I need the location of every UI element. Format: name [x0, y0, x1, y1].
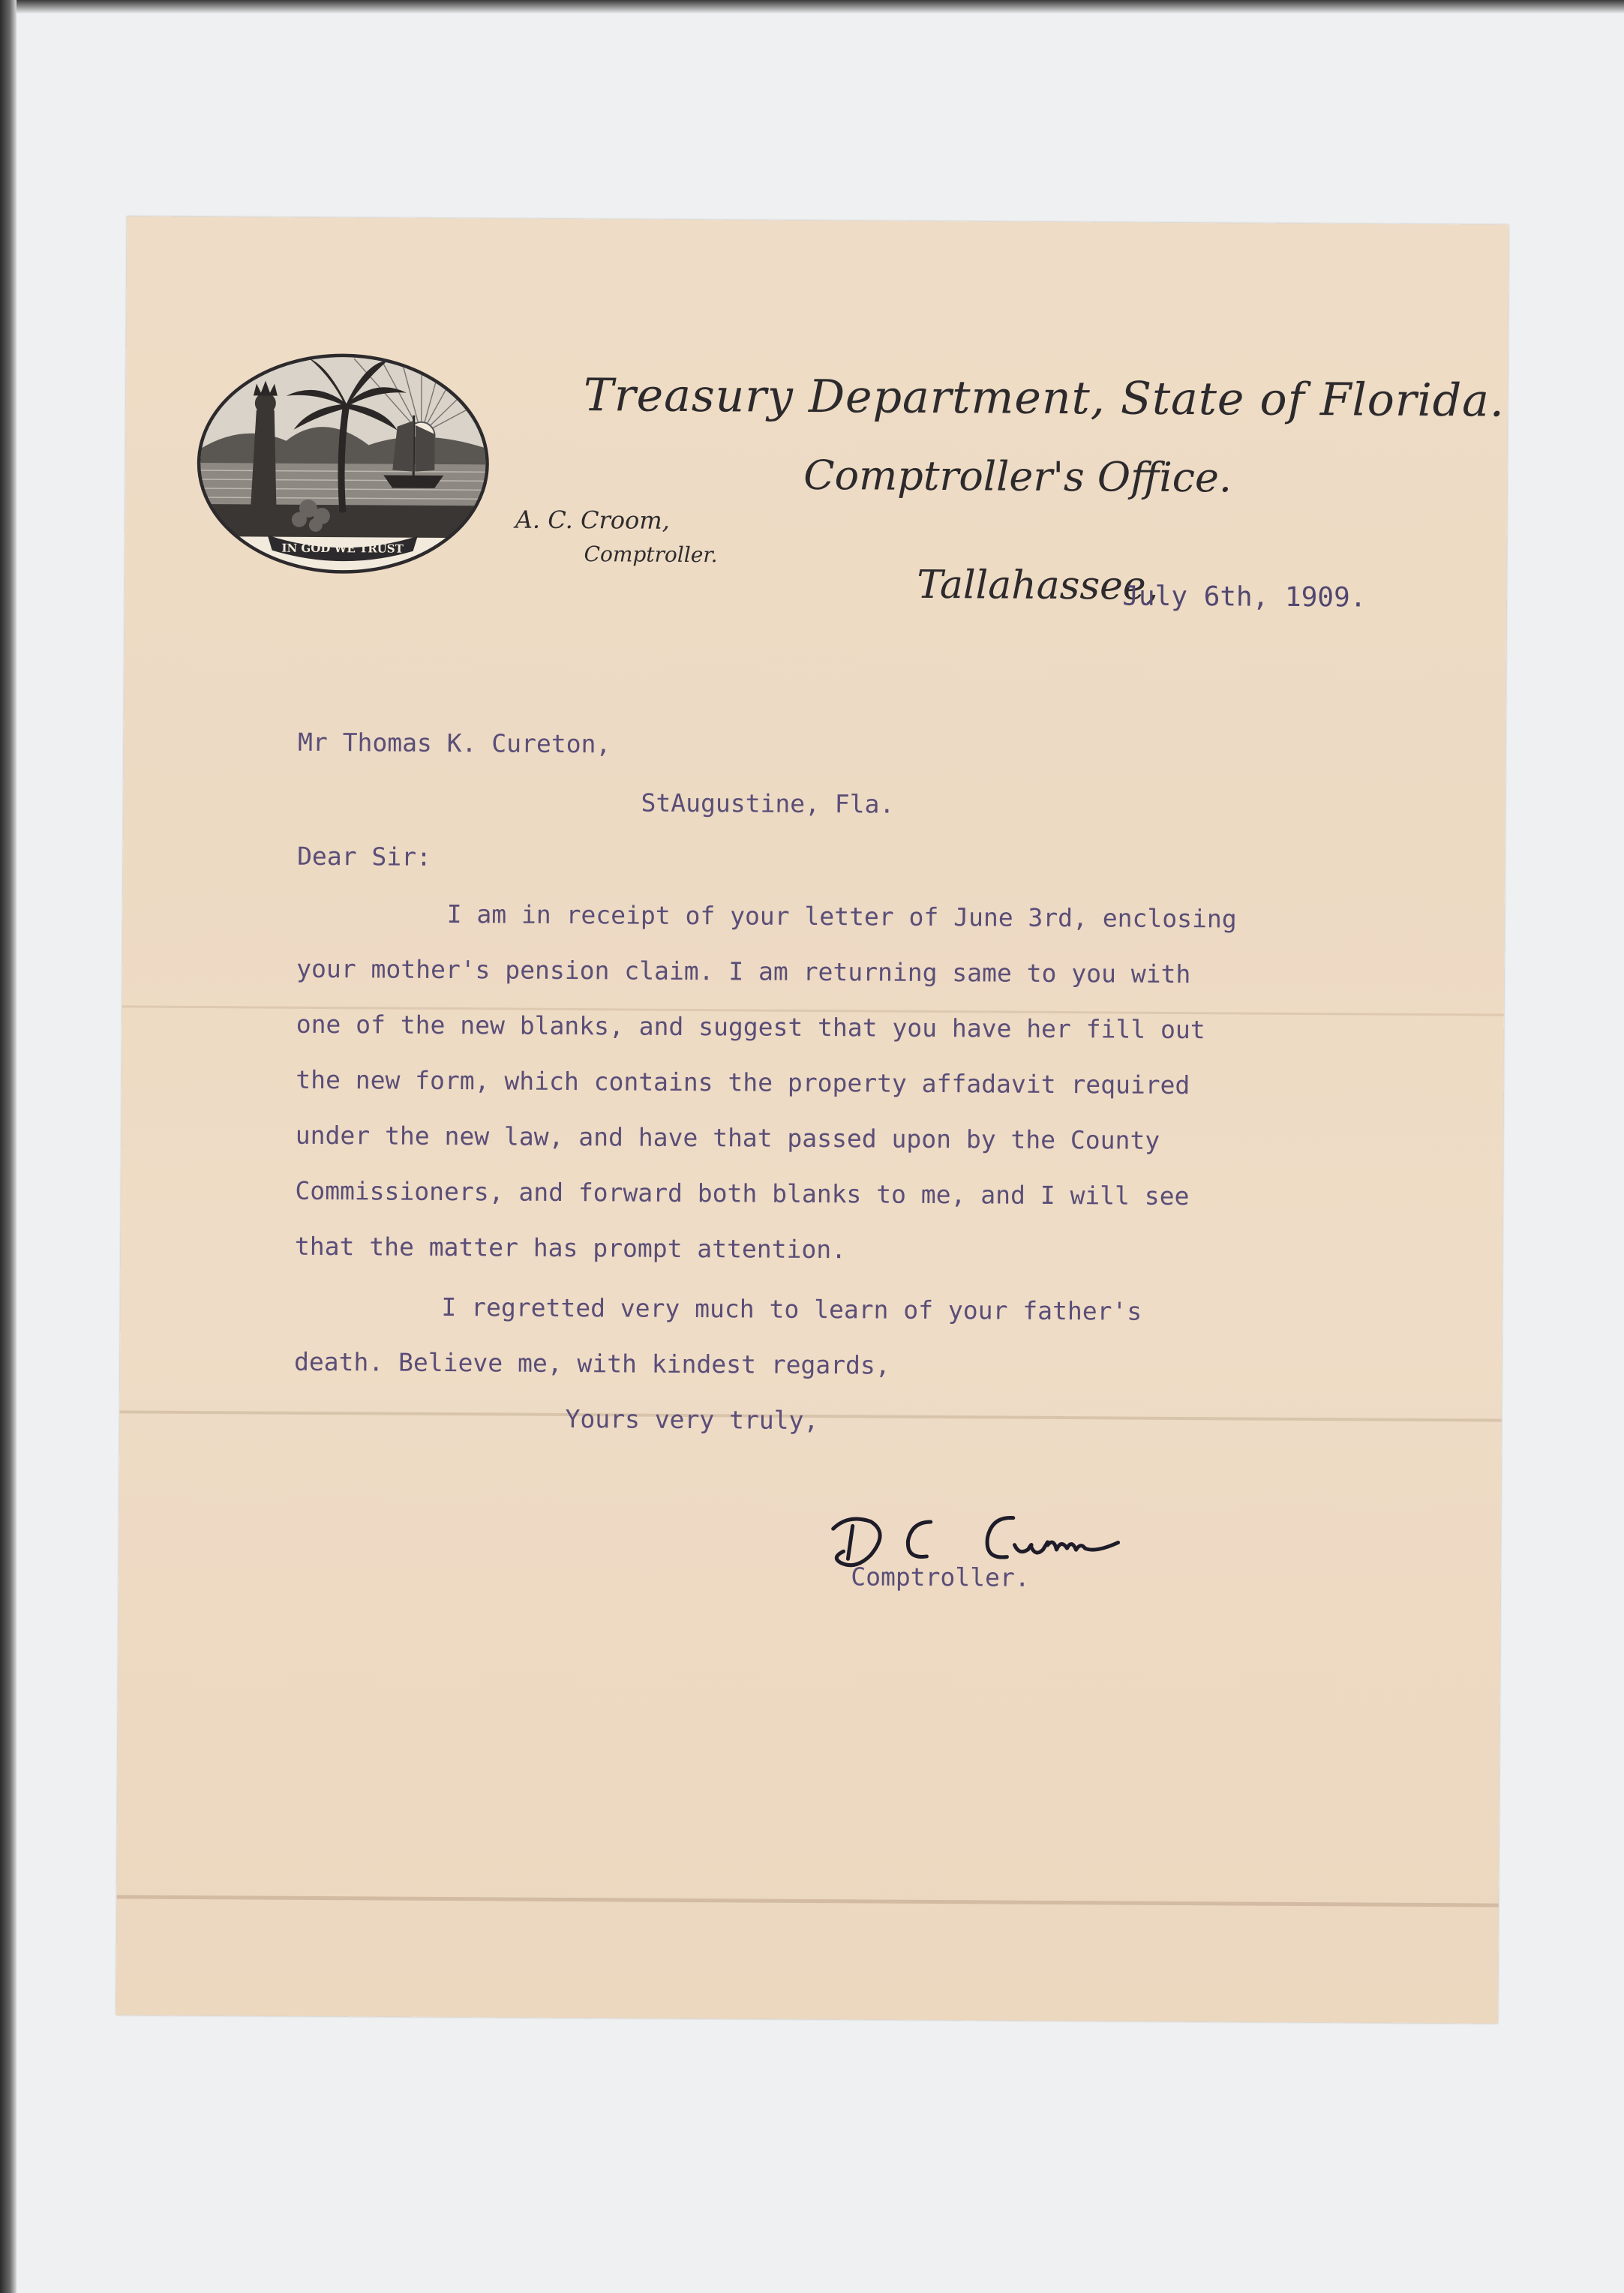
body-line: death. Believe me, with kindest regards,	[293, 1346, 890, 1380]
body-line: one of the new blanks, and suggest that you have her fill out	[296, 1009, 1205, 1045]
body-line: under the new law, and have that passed upon by the County	[295, 1120, 1160, 1155]
complimentary-close: Yours very truly,	[565, 1403, 819, 1436]
fold-crease	[117, 1895, 1499, 1907]
seal-motto: IN GOD WE TRUST	[281, 541, 404, 556]
scan-top-edge	[0, 0, 1624, 14]
signature-title: Comptroller.	[851, 1562, 1030, 1592]
place-name: Tallahassee,	[917, 562, 1159, 609]
comptroller-title: Comptroller.	[584, 542, 718, 568]
letter-date: July 6th, 1909.	[1122, 581, 1367, 614]
scan-left-edge	[0, 0, 17, 2293]
recipient-name: Mr Thomas K. Cureton,	[297, 727, 611, 759]
florida-state-seal	[195, 350, 491, 577]
body-line: the new form, which contains the property affadavit required	[296, 1064, 1190, 1100]
body-line: I am in receipt of your letter of June 3rd, enclosing	[446, 899, 1237, 934]
body-line: that the matter has prompt attention.	[294, 1231, 847, 1265]
salutation: Dear Sir:	[297, 841, 432, 872]
body-line: Commissioners, and forward both blanks to me, and I will see	[295, 1175, 1190, 1211]
recipient-address: StAugustine, Fla.	[641, 788, 895, 819]
letter-sheet	[116, 216, 1509, 2023]
body-line: your mother's pension claim. I am returning same to you with	[296, 953, 1191, 989]
department-heading: Treasury Department, State of Florida.	[583, 369, 1505, 428]
comptroller-name: A. C. Croom,	[515, 505, 670, 535]
office-heading: Comptroller's Office.	[803, 451, 1232, 502]
body-line: I regretted very much to learn of your father's	[441, 1292, 1142, 1326]
